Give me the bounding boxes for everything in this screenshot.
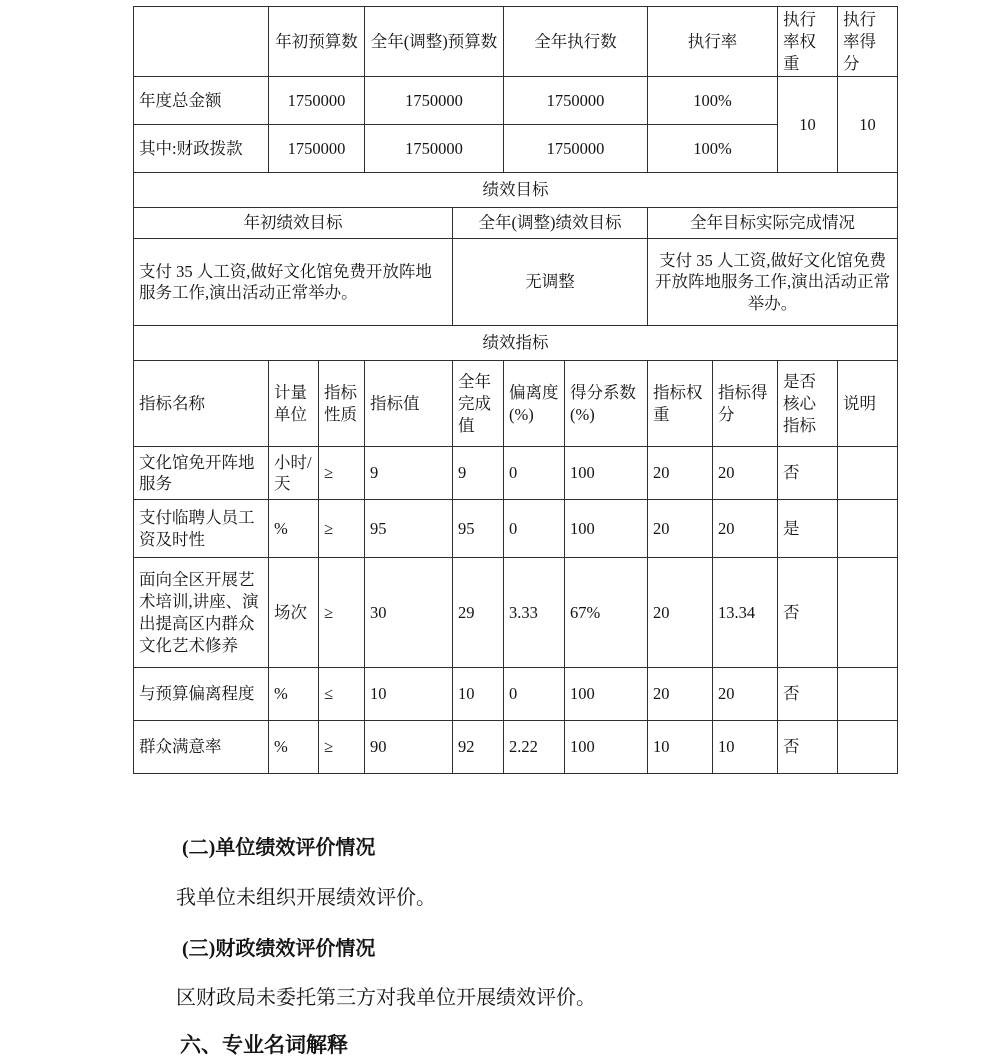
goals-band-title: 绩效目标 [134,173,898,208]
budget-header-rate-score: 执行率得分 [838,7,898,77]
indicator-header-target: 指标值 [365,361,453,447]
indicator-deviation: 2.22 [504,721,565,774]
indicator-nature: ≤ [319,668,365,721]
indicator-score-coef: 100 [565,500,648,558]
section-heading-fiscal-evaluation: (三)财政绩效评价情况 [182,938,376,960]
indicator-note [838,668,898,721]
budget-header-rate: 执行率 [648,7,778,77]
budget-row-label: 其中:财政拨款 [134,125,269,173]
indicator-header-nature: 指标性质 [319,361,365,447]
indicator-header-name: 指标名称 [134,361,269,447]
budget-cell-rate: 100% [648,77,778,125]
indicator-weight: 20 [648,558,713,668]
goals-header-actual: 全年目标实际完成情况 [648,208,898,239]
budget-header-executed: 全年执行数 [504,7,648,77]
budget-header-row [134,7,898,77]
indicators-band-title: 绩效指标 [134,326,898,361]
budget-row-total [134,77,898,125]
indicator-unit: % [269,668,319,721]
indicator-header-score: 指标得分 [713,361,778,447]
indicator-deviation: 0 [504,668,565,721]
indicator-score: 20 [713,447,778,500]
indicator-note [838,447,898,500]
section-heading-unit-evaluation: (二)单位绩效评价情况 [182,837,376,859]
budget-cell-initial: 1750000 [269,77,365,125]
indicator-completed: 29 [453,558,504,668]
indicator-header-completed: 全年完成值 [453,361,504,447]
indicator-completed: 95 [453,500,504,558]
goal-adjusted-text: 无调整 [453,239,648,326]
budget-rate-score-value: 10 [838,77,898,173]
paragraph-fiscal-evaluation: 区财政局未委托第三方对我单位开展绩效评价。 [176,987,596,1009]
indicator-header-core: 是否核心指标 [778,361,838,447]
goal-initial-text: 支付 35 人工资,做好文化馆免费开放阵地服务工作,演出活动正常举办。 [134,239,453,326]
indicator-weight: 20 [648,668,713,721]
indicator-score-coef: 100 [565,668,648,721]
indicator-core: 是 [778,500,838,558]
indicator-note [838,500,898,558]
indicator-unit: % [269,500,319,558]
indicators-header-row [134,361,898,447]
indicator-score-coef: 67% [565,558,648,668]
indicator-completed: 10 [453,668,504,721]
indicator-header-weight: 指标权重 [648,361,713,447]
indicator-target: 95 [365,500,453,558]
indicator-target: 30 [365,558,453,668]
indicator-nature: ≥ [319,500,365,558]
indicator-name: 面向全区开展艺术培训,讲座、演出提高区内群众文化艺术修养 [134,558,269,668]
indicator-unit: 场次 [269,558,319,668]
goals-content-row [134,239,898,326]
indicator-header-unit: 计量单位 [269,361,319,447]
indicator-name: 群众满意率 [134,721,269,774]
indicator-header-note: 说明 [838,361,898,447]
indicator-target: 90 [365,721,453,774]
indicator-score-coef: 100 [565,447,648,500]
budget-row-label: 年度总金额 [134,77,269,125]
budget-cell-initial: 1750000 [269,125,365,173]
goals-band-row [134,173,898,208]
goal-actual-text: 支付 35 人工资,做好文化馆免费开放阵地服务工作,演出活动正常举办。 [648,239,898,326]
indicator-deviation: 0 [504,447,565,500]
indicator-row [134,447,898,500]
indicator-target: 10 [365,668,453,721]
indicators-band-row [134,326,898,361]
budget-cell-executed: 1750000 [504,125,648,173]
indicator-score: 20 [713,668,778,721]
indicator-nature: ≥ [319,558,365,668]
budget-header-initial: 年初预算数 [269,7,365,77]
indicator-row [134,500,898,558]
goals-header-initial: 年初绩效目标 [134,208,453,239]
indicator-unit: 小时/天 [269,447,319,500]
indicator-core: 否 [778,558,838,668]
goals-header-row [134,208,898,239]
indicator-note [838,721,898,774]
indicator-score: 13.34 [713,558,778,668]
performance-evaluation-table [133,6,898,774]
indicator-nature: ≥ [319,447,365,500]
indicator-header-score-coef: 得分系数(%) [565,361,648,447]
indicator-name: 与预算偏离程度 [134,668,269,721]
indicator-score: 20 [713,500,778,558]
budget-cell-adjusted: 1750000 [365,125,504,173]
budget-cell-adjusted: 1750000 [365,77,504,125]
indicator-name: 支付临聘人员工资及时性 [134,500,269,558]
indicator-target: 9 [365,447,453,500]
indicator-deviation: 3.33 [504,558,565,668]
indicator-core: 否 [778,668,838,721]
indicator-score: 10 [713,721,778,774]
budget-header-adjusted: 全年(调整)预算数 [365,7,504,77]
indicator-completed: 9 [453,447,504,500]
indicator-score-coef: 100 [565,721,648,774]
indicator-weight: 20 [648,447,713,500]
indicator-name: 文化馆免开阵地服务 [134,447,269,500]
indicator-note [838,558,898,668]
indicator-header-deviation: 偏离度(%) [504,361,565,447]
indicator-nature: ≥ [319,721,365,774]
indicator-weight: 10 [648,721,713,774]
indicator-row [134,558,898,668]
budget-rate-weight-value: 10 [778,77,838,173]
indicator-weight: 20 [648,500,713,558]
indicator-deviation: 0 [504,500,565,558]
budget-cell-executed: 1750000 [504,77,648,125]
budget-header-rate-weight: 执行率权重 [778,7,838,77]
indicator-core: 否 [778,721,838,774]
budget-cell-rate: 100% [648,125,778,173]
indicator-unit: % [269,721,319,774]
section-heading-terminology: 六、专业名词解释 [180,1034,348,1057]
paragraph-unit-evaluation: 我单位未组织开展绩效评价。 [176,887,436,909]
indicator-core: 否 [778,447,838,500]
indicator-completed: 92 [453,721,504,774]
goals-header-adjusted: 全年(调整)绩效目标 [453,208,648,239]
indicator-row [134,668,898,721]
indicator-row [134,721,898,774]
budget-corner-cell [134,7,269,77]
